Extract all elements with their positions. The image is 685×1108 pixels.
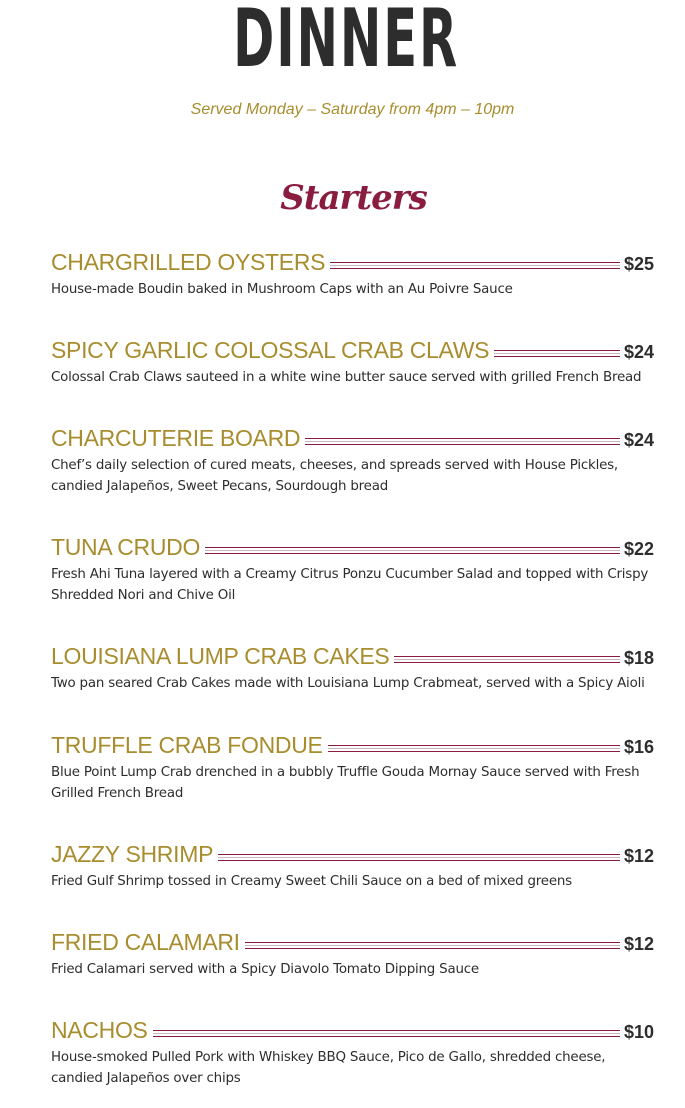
- item-description: House-made Boudin baked in Mushroom Caps with an Au Poivre Sauce: [51, 282, 513, 297]
- item-name: JAZZY SHRIMP: [51, 840, 214, 867]
- item-name: LOUISIANA LUMP CRAB CAKES: [51, 642, 390, 669]
- item-price: $16: [623, 736, 654, 757]
- dot-leader: [205, 547, 620, 554]
- item-name: TRUFFLE CRAB FONDUE: [51, 731, 323, 758]
- item-description: Blue Point Lump Crab drenched in a bubbly Truffle Gouda Mornay Sauce served with Fresh Grilled French Bread: [51, 765, 640, 801]
- item-price: $24: [623, 341, 654, 362]
- item-description: Two pan seared Crab Cakes made with Louisiana Lump Crabmeat, served with a Spicy Aioli: [51, 676, 645, 691]
- dot-leader: [328, 745, 620, 752]
- item-price: $25: [623, 253, 654, 274]
- dot-leader: [245, 942, 620, 949]
- item-name: TUNA CRUDO: [51, 533, 201, 560]
- menu-title: DINNER: [233, 0, 460, 85]
- item-name: SPICY GARLIC COLOSSAL CRAB CLAWS: [51, 336, 490, 363]
- menu-item: [51, 424, 654, 497]
- item-description: Fresh Ahi Tuna layered with a Creamy Citrus Ponzu Cucumber Salad and topped with Crispy Shredded Nori and Chive Oil: [51, 567, 649, 603]
- item-name: CHARGRILLED OYSTERS: [51, 248, 326, 275]
- menu-item: [51, 840, 654, 892]
- dot-leader: [305, 438, 620, 445]
- menu-item: [51, 642, 654, 694]
- menu-item: [51, 336, 654, 388]
- menu-item: [51, 731, 654, 804]
- menu-item: [51, 248, 654, 300]
- dot-leader: [218, 854, 620, 861]
- item-name: CHARCUTERIE BOARD: [51, 424, 301, 451]
- item-name: NACHOS: [51, 1016, 148, 1043]
- dot-leader: [330, 262, 620, 269]
- item-price: $18: [623, 647, 654, 668]
- item-price: $10: [623, 1021, 654, 1042]
- section-heading-starters: Starters: [280, 178, 427, 218]
- dot-leader: [153, 1030, 620, 1037]
- item-description: House-smoked Pulled Pork with Whiskey BBQ Sauce, Pico de Gallo, shredded cheese, candied Jalapeños over chips: [51, 1050, 606, 1086]
- item-price: $24: [623, 429, 654, 450]
- item-name: FRIED CALAMARI: [51, 928, 240, 955]
- menu-item: [51, 533, 654, 606]
- menu-hours: Served Monday – Saturday from 4pm – 10pm: [190, 101, 515, 118]
- menu-item: [51, 1016, 654, 1089]
- dot-leader: [394, 656, 619, 663]
- menu-item: [51, 928, 654, 980]
- item-price: $12: [623, 845, 654, 866]
- dot-leader: [494, 350, 620, 357]
- item-description: Fried Gulf Shrimp tossed in Creamy Sweet Chili Sauce on a bed of mixed greens: [51, 874, 572, 889]
- item-price: $22: [623, 538, 654, 559]
- item-price: $12: [623, 933, 654, 954]
- item-description: Chef’s daily selection of cured meats, cheeses, and spreads served with House Pickles, candied Jalapeños, Sweet Pecans, Sourdough bread: [51, 458, 618, 494]
- item-description: Fried Calamari served with a Spicy Diavolo Tomato Dipping Sauce: [51, 962, 479, 977]
- item-description: Colossal Crab Claws sauteed in a white wine butter sauce served with grilled French Bread: [51, 370, 642, 385]
